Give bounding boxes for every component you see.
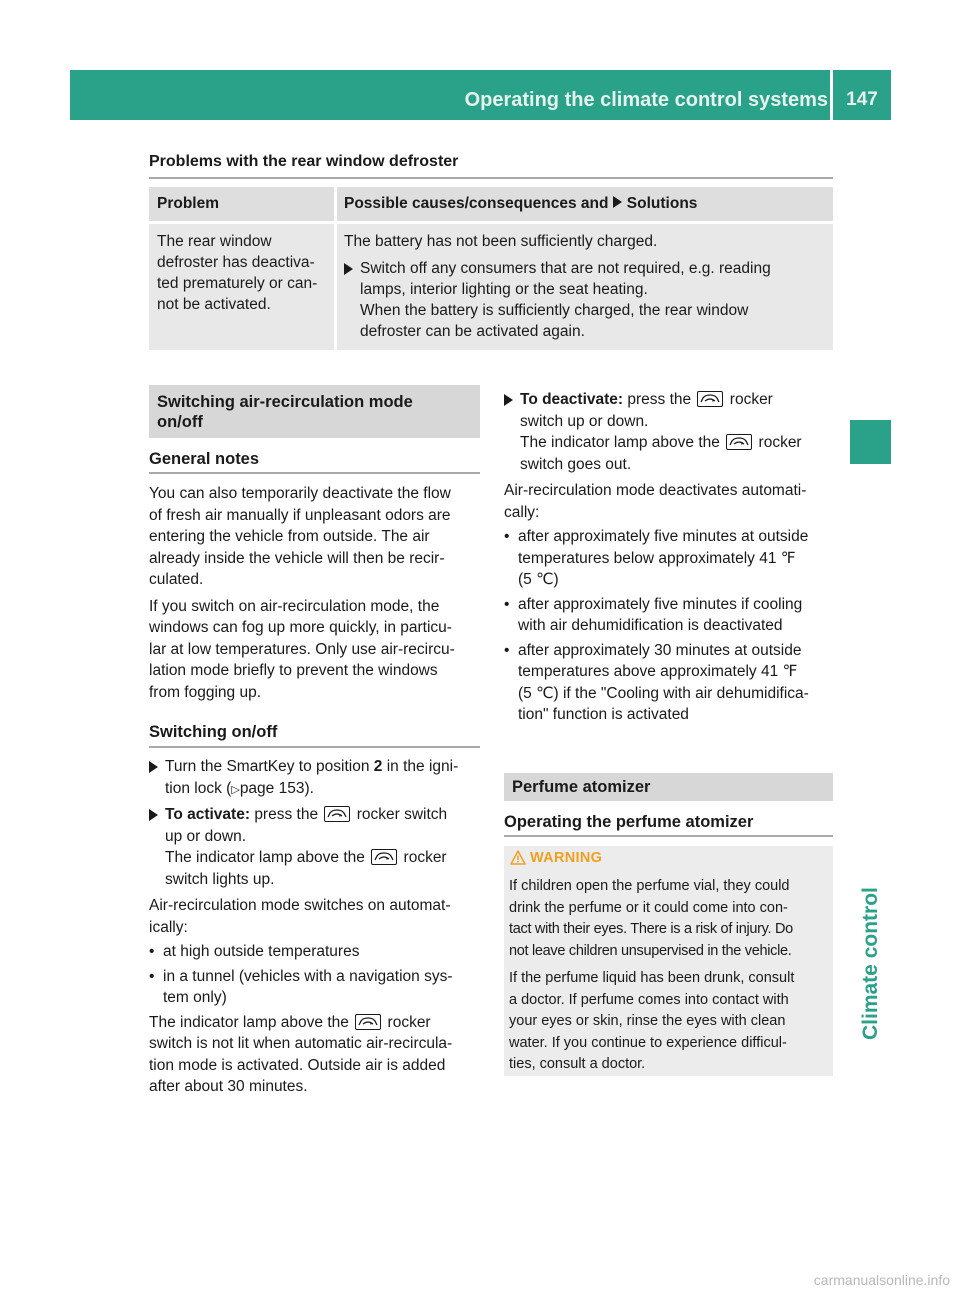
page-number: 147: [846, 89, 878, 110]
problem-description: The rear window defroster has deactiva- ted prematurely or can- not be activated.: [157, 233, 318, 313]
side-tab-marker: [850, 420, 891, 464]
warning-triangle-icon: [510, 850, 526, 866]
bullet: •: [504, 528, 510, 545]
recirculation-car-icon: [726, 434, 752, 450]
step-item: To deactivate: press the rocker switch up or down. The indicator lamp above the rocker switch goes out.: [504, 389, 838, 475]
perfume-heading: Perfume atomizer: [504, 773, 833, 801]
table-header-solutions-label: Possible causes/consequences and Solutions: [344, 195, 698, 212]
recirculation-car-icon: [371, 849, 397, 865]
step-arrow-icon: [149, 761, 158, 773]
step-arrow-icon: [149, 809, 158, 821]
bullet: •: [504, 641, 510, 659]
bullet: •: [504, 595, 510, 613]
general-notes-title: General notes: [149, 450, 260, 468]
chapter-side-label: Climate control: [859, 887, 882, 1040]
switching-title: Switching on/off: [149, 723, 278, 741]
switching-rule: [149, 746, 480, 748]
solution-description: The battery has not been sufficiently charged. Switch off any consumers that are not required, e.g. reading lamps, interior lighting or the seat heating. When the battery is sufficiently charged, the rear window defroster can be activated again.: [344, 233, 771, 340]
step-arrow-icon: [344, 263, 353, 275]
solution-arrow-icon: [613, 196, 622, 208]
general-notes-text: You can also temporarily deactivate the flow of fresh air manually if unpleasant odors are entering the vehicle from outside. The air already inside the vehicle will then be recir- culated. If you switch on air-recirculation mode, the windows can fog up more quickly, in particu- lar at low temperatures. Only use air-recircu- lation mode briefly to prevent the windows from fogging up.: [149, 485, 455, 701]
list-item: • after approximately five minutes at outside temperatures below approximately 41 ℉ (5 ℃): [504, 528, 809, 588]
list-item: • after approximately 30 minutes at outside temperatures above approximately 41 ℉ (5 ℃) if the "Cooling with air dehumidifica- tion" function is activated: [504, 641, 809, 723]
recirculation-car-icon: [355, 1014, 381, 1030]
step-arrow-icon: [504, 394, 513, 406]
step-item: To activate: press the rocker switch up or down. The indicator lamp above the rocker switch lights up.: [149, 804, 485, 890]
deactivate-steps: To deactivate: press the rocker switch up or down. The indicator lamp above the rocker switch goes out. Air-recirculation mode deactivates automati- cally: • after approximately five minutes at outside temperatures below approximately 41 ℉ (5 ℃) • after approximately five minutes if cooling with air dehumidification is deactivated • after approximately 30 minutes at outside temperatures above approximately 41 ℉ (5 ℃) if the "Cooling with air dehumidifica- tion" function is activated: [504, 389, 838, 726]
recirculation-car-icon: [697, 391, 723, 407]
switching-steps: Turn the SmartKey to position 2 in the igni- tion lock (▷page 153). To activate: press the rocker switch up or down. The indicator lamp above the rocker switch lights up. Air-recirculation mode switches on automat- ically: • at high outside temperatures • in a tunnel (vehicles with a navigation sys- tem only) The indicator lamp above the rocker switch is not lit when automatic air-recircula- tion mode is activated. Outside air is added after about 30 minutes.: [149, 756, 485, 1098]
general-notes-rule: [149, 472, 480, 474]
page-ref-triangle-icon: ▷: [231, 783, 240, 796]
bullet: •: [149, 943, 155, 960]
recirculation-car-icon: [324, 806, 350, 822]
perfume-subheading: Operating the perfume atomizer: [504, 813, 754, 831]
page-title: Operating the climate control systems: [464, 89, 828, 111]
list-item: • after approximately five minutes if cooling with air dehumidification is deactivated: [504, 595, 803, 634]
list-item: • at high outside temperatures: [149, 941, 485, 963]
table-header-problem-label: Problem: [157, 195, 220, 212]
table-header-problem: [149, 187, 334, 221]
warning-title: WARNING: [530, 850, 603, 866]
problems-rule: [149, 177, 833, 179]
footer-watermark: carmanualsonline.info: [813, 1272, 950, 1288]
list-item: • in a tunnel (vehicles with a navigation sys- tem only): [149, 967, 453, 1006]
problems-title: Problems with the rear window defroster: [149, 153, 459, 170]
table-header-solutions: [337, 187, 833, 221]
warning-text: If children open the perfume vial, they could drink the perfume or it could come into con- tact with their eyes. There is a risk of injury. Do not leave children unsupervised in the vehicle. If the perfume liquid has been drunk, consult a doctor. If perfume comes into contact with your eyes or skin, rinse the eyes with clean water. If you continue to experience difficul- ties, consult a doctor.: [509, 878, 795, 1072]
recirc-heading: Switching air-recirculation mode on/off: [149, 385, 480, 438]
bullet: •: [149, 967, 155, 985]
perfume-rule: [504, 835, 833, 837]
step-item: Turn the SmartKey to position 2 in the igni- tion lock (▷page 153).: [149, 756, 485, 801]
